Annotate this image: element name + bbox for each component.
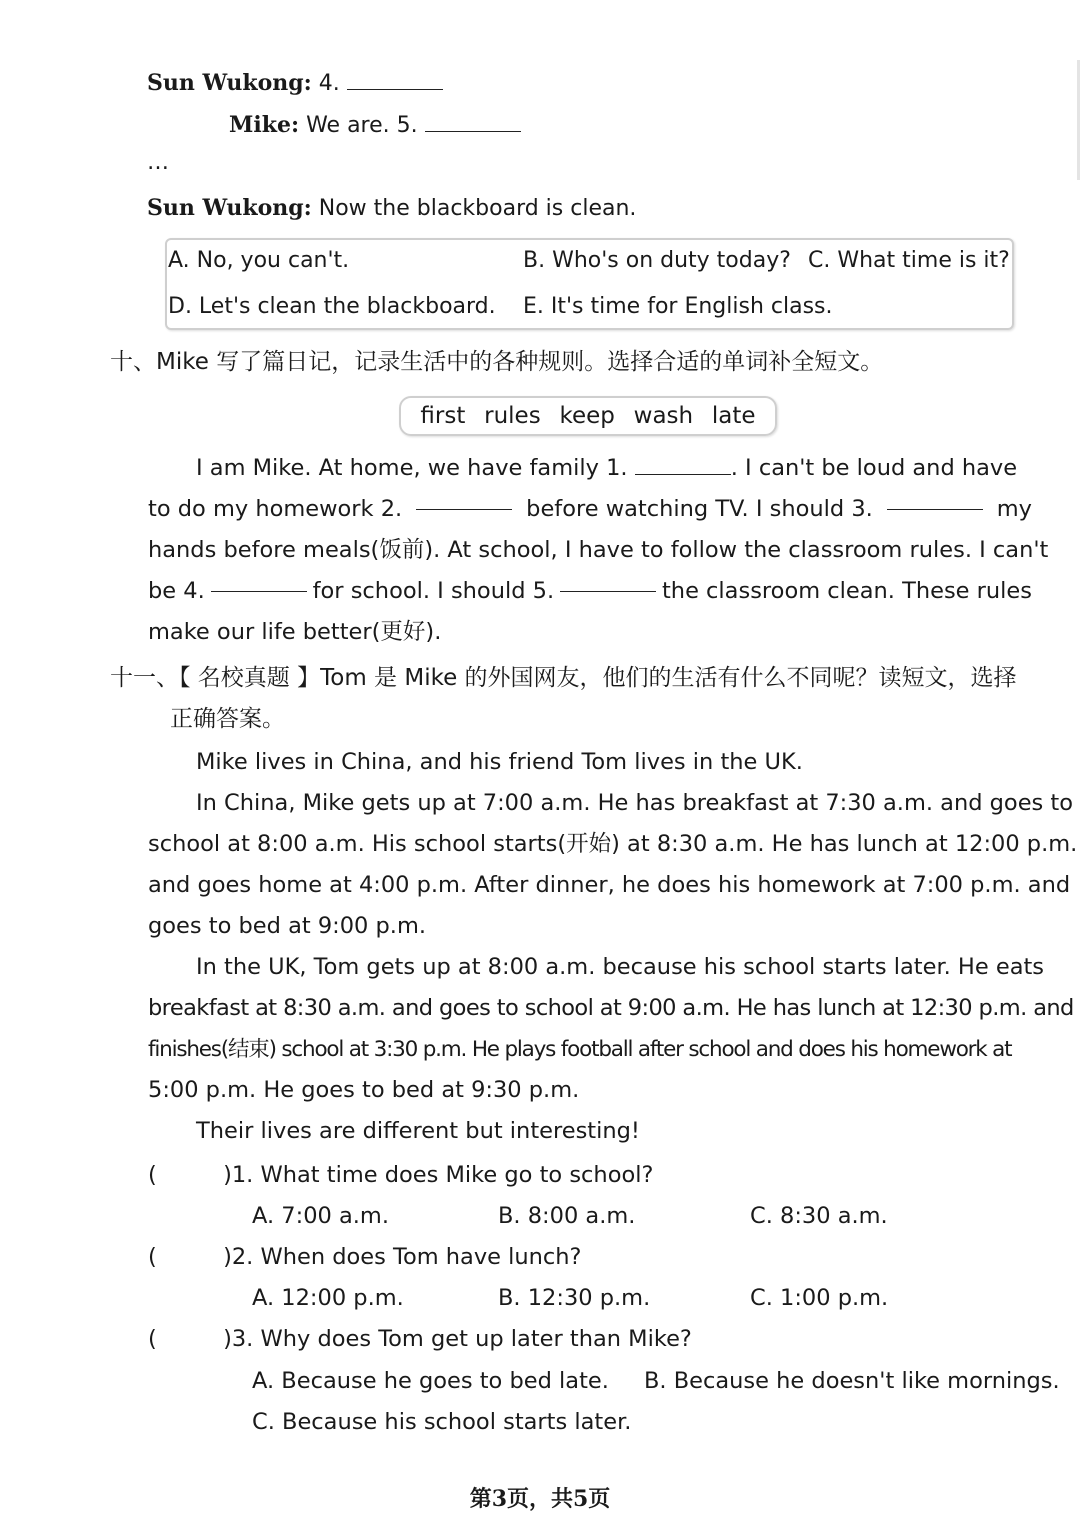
passage-row [148, 1070, 1032, 1111]
question-text: )3. Why does Tom get up later than Mike? [223, 1326, 692, 1352]
section-10-passage [148, 448, 1049, 653]
passage-row [148, 448, 1032, 489]
section-11-passage [148, 742, 1078, 1152]
passage-row [148, 988, 1074, 1029]
word-bank-item: keep [559, 403, 615, 429]
answer-paren[interactable]: ( [148, 1326, 157, 1352]
q2-option-b: B. 12:30 p.m. [498, 1285, 651, 1311]
word-bank-item: late [711, 403, 756, 429]
q2-option-a: A. 12:00 p.m. [252, 1285, 404, 1311]
passage-row [148, 865, 1071, 906]
passage-row [148, 571, 1032, 612]
passage-row [148, 947, 1045, 988]
answer-blank[interactable] [560, 571, 656, 592]
passage-text: breakfast at 8:30 a.m. and goes to school at 9:00 a.m. He has lunch at 12:30 p.m. and [148, 995, 1074, 1021]
passage-row [148, 742, 1032, 783]
q1-option-b: B. 8:00 a.m. [498, 1203, 636, 1229]
passage-text: In China, Mike gets up at 7:00 a.m. He has breakfast at 7:30 a.m. and goes to [196, 790, 1074, 816]
passage-text: before watching TV. I should 3. [526, 496, 873, 522]
option-a: A. No, you can't. [168, 248, 350, 273]
passage-row [148, 489, 1032, 530]
question-2 [148, 1242, 581, 1272]
answer-paren[interactable]: ( [148, 1162, 157, 1188]
passage-row [148, 783, 1074, 824]
passage-text: school at 8:00 a.m. His school starts(开始) at 8:30 a.m. He has lunch at 12:00 p.m. [148, 831, 1078, 857]
word-bank-item: first [420, 403, 466, 429]
passage-row [148, 1111, 1032, 1152]
passage-text: make our life better(更好). [148, 619, 442, 645]
question-text: )1. What time does Mike go to school? [223, 1162, 654, 1188]
q3-option-a: A. Because he goes to bed late. [252, 1368, 609, 1394]
q3-option-b: B. Because he doesn't like mornings. [644, 1368, 1060, 1394]
section-11-heading-cont: 正确答案。 [170, 706, 285, 732]
dialogue-text: 4. [318, 71, 340, 96]
option-e: E. It's time for English class. [523, 294, 833, 319]
passage-text: hands before meals(饭前). At school, I have to follow the classroom rules. I can't [148, 537, 1049, 563]
option-d: D. Let's clean the blackboard. [168, 294, 496, 319]
dialogue-line-last [147, 193, 636, 224]
dialogue-line-5 [229, 110, 521, 141]
option-c: C. What time is it? [808, 248, 1010, 273]
passage-text: 5:00 p.m. He goes to bed at 9:30 p.m. [148, 1077, 580, 1103]
answer-blank[interactable] [347, 69, 443, 90]
question-1 [148, 1160, 653, 1190]
passage-text: to do my homework 2. [148, 496, 403, 522]
dialogue-line-4 [147, 68, 443, 99]
word-bank [399, 396, 777, 436]
passage-text: finishes(结束) school at 3:30 p.m. He plays football after school and does his homework at [148, 1037, 1012, 1062]
passage-row [148, 530, 1049, 571]
passage-text: . I can't be loud and have [730, 455, 1018, 481]
word-bank-item: wash [633, 403, 694, 429]
q1-option-a: A. 7:00 a.m. [252, 1203, 389, 1229]
answer-blank[interactable] [416, 489, 512, 510]
word-bank-item: rules [484, 403, 541, 429]
answer-blank[interactable] [887, 489, 983, 510]
dialogue-text: We are. 5. [306, 113, 418, 138]
speaker-name: Sun Wukong: [147, 195, 312, 221]
answer-blank[interactable] [635, 454, 731, 475]
dialogue-text: Now the blackboard is clean. [318, 196, 637, 221]
question-text: )2. When does Tom have lunch? [223, 1244, 582, 1270]
speaker-name: Sun Wukong: [147, 70, 312, 96]
question-3 [148, 1324, 692, 1354]
passage-text: Mike lives in China, and his friend Tom lives in the UK. [196, 749, 803, 775]
passage-text: be 4. [148, 578, 205, 604]
passage-row [148, 824, 1078, 865]
passage-row [148, 1029, 1032, 1070]
passage-row [148, 612, 1032, 653]
speaker-name: Mike: [229, 112, 300, 138]
passage-text: for school. I should 5. [312, 578, 555, 604]
passage-text: Their lives are different but interesting! [196, 1118, 640, 1144]
answer-blank[interactable] [211, 571, 307, 592]
passage-text: the classroom clean. These rules [661, 578, 1032, 604]
option-b: B. Who's on duty today? [523, 248, 791, 273]
q3-option-c: C. Because his school starts later. [252, 1409, 632, 1435]
section-11-heading: 十一、【 名校真题 】Tom 是 Mike 的外国网友，他们的生活有什么不同呢？读短文，选择 [110, 665, 1017, 691]
answer-paren[interactable]: ( [148, 1244, 157, 1270]
answer-blank[interactable] [425, 111, 521, 132]
q2-option-c: C. 1:00 p.m. [750, 1285, 889, 1311]
passage-text: and goes home at 4:00 p.m. After dinner, he does his homework at 7:00 p.m. and [148, 872, 1071, 898]
q1-option-c: C. 8:30 a.m. [750, 1203, 888, 1229]
passage-row [148, 906, 1032, 947]
passage-text: my [996, 496, 1032, 522]
passage-text: I am Mike. At home, we have family 1. [196, 455, 628, 481]
section-10-heading: 十、Mike 写了篇日记，记录生活中的各种规则。选择合适的单词补全短文。 [110, 349, 884, 375]
page-number: 第3页，共5页 [469, 1486, 611, 1512]
passage-text: In the UK, Tom gets up at 8:00 a.m. because his school starts later. He eats [196, 954, 1045, 980]
passage-text: goes to bed at 9:00 p.m. [148, 913, 427, 939]
dialogue-ellipsis: … [147, 150, 169, 175]
